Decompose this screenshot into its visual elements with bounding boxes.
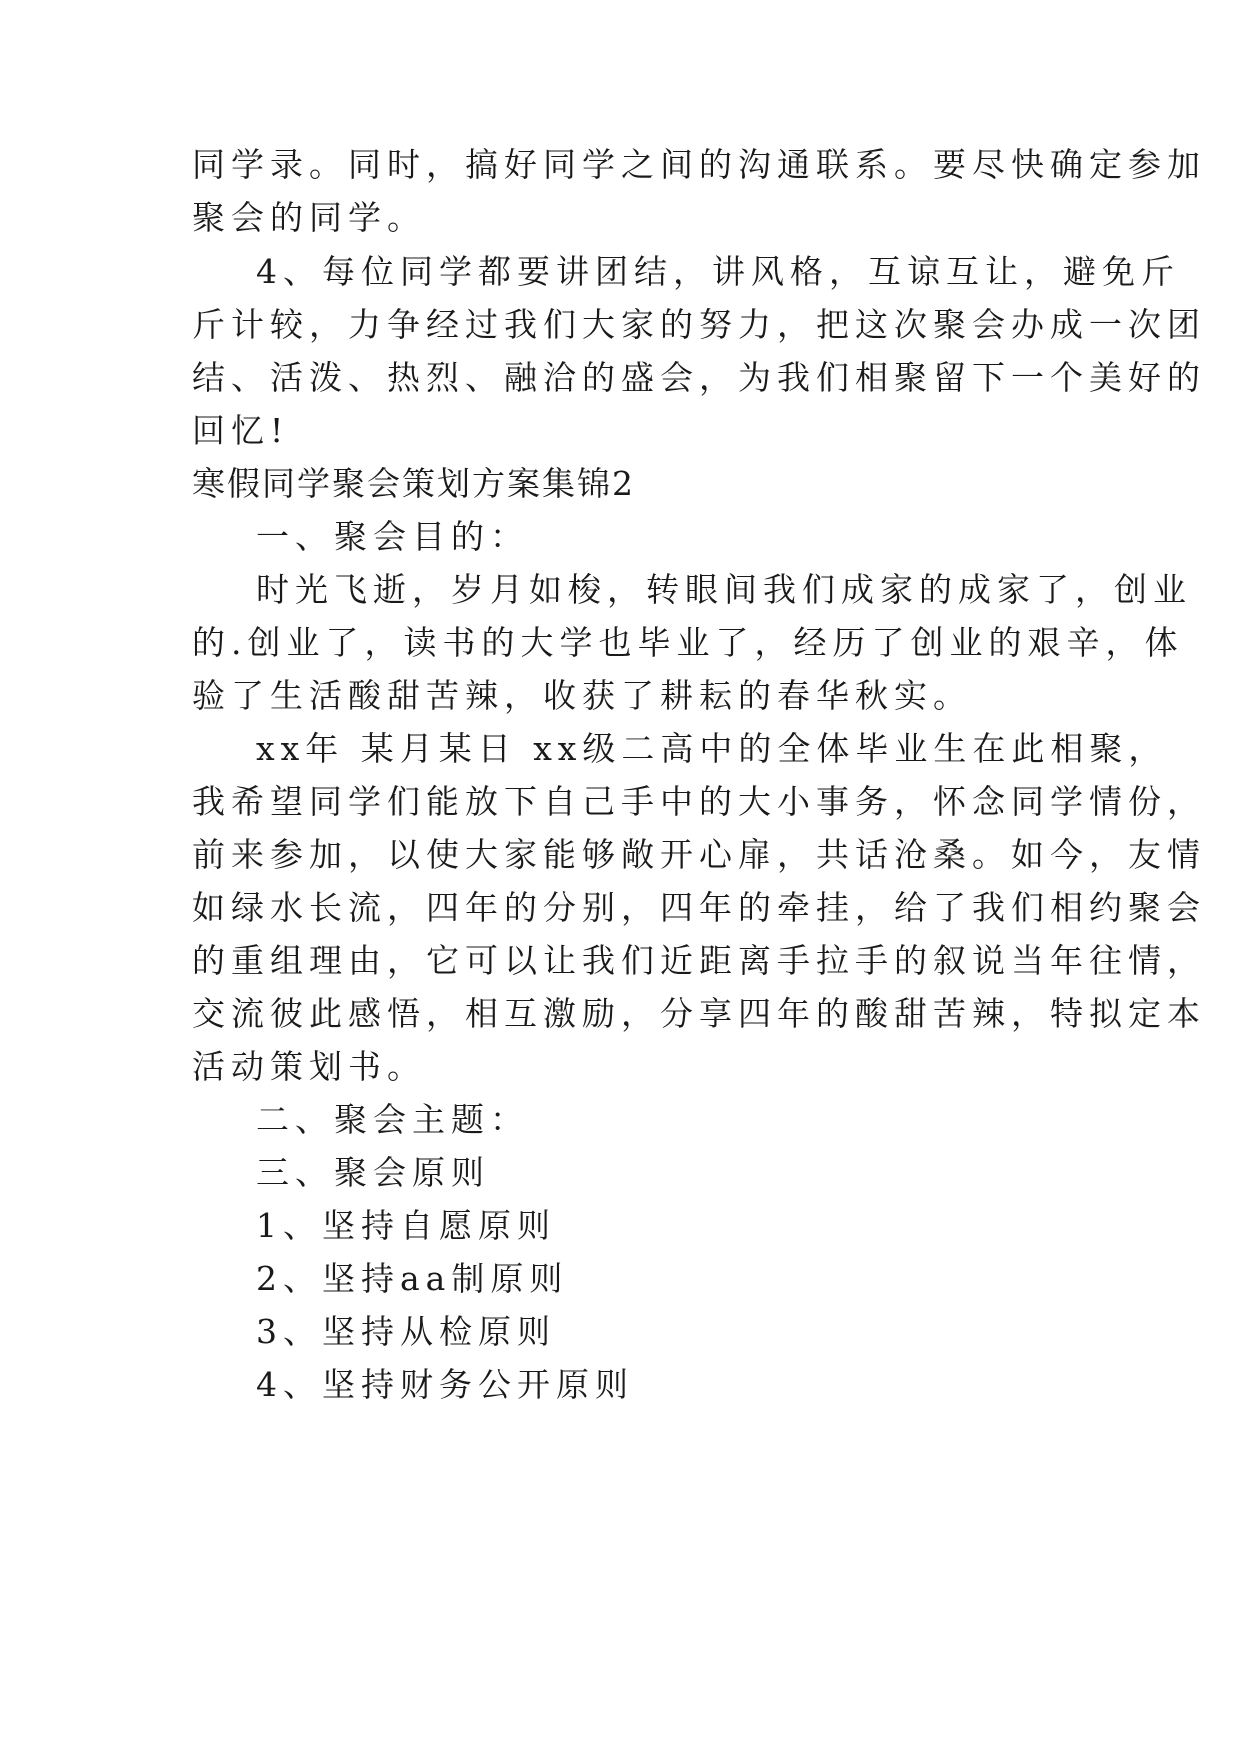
paragraph-line: 如绿水长流，四年的分别，四年的牵挂，给了我们相约聚会 [192,888,1206,927]
paragraph-line: 前来参加，以使大家能够敞开心扉，共话沧桑。如今，友情 [192,835,1206,874]
list-item: 3、坚持从检原则 [256,1312,556,1351]
paragraph-line: 活动策划书。 [192,1047,426,1086]
paragraph-line: 聚会的同学。 [192,198,426,237]
list-item: 4、坚持财务公开原则 [256,1365,634,1404]
paragraph-line: 时光飞逝，岁月如梭，转眼间我们成家的成家了，创业 [256,570,1192,609]
section-heading: 二、聚会主题： [256,1100,529,1139]
paragraph-line: 同学录。同时，搞好同学之间的沟通联系。要尽快确定参加 [192,145,1206,184]
section-heading: 三、聚会原则 [256,1153,490,1192]
paragraph-line: 的重组理由，它可以让我们近距离手拉手的叙说当年往情， [192,941,1206,980]
paragraph-line: xx年 某月某日 xx级二高中的全体毕业生在此相聚， [256,729,1168,768]
list-item: 1、坚持自愿原则 [256,1206,556,1245]
section-title: 寒假同学聚会策划方案集锦2 [192,464,635,503]
paragraph-line: 的.创业了，读书的大学也毕业了，经历了创业的艰辛，体 [192,623,1184,662]
paragraph-line: 验了生活酸甜苦辣，收获了耕耘的春华秋实。 [192,676,972,715]
paragraph-line: 回忆! [192,411,290,450]
paragraph-line: 斤计较，力争经过我们大家的努力，把这次聚会办成一次团 [192,305,1206,344]
paragraph-line: 4、每位同学都要讲团结，讲风格，互谅互让，避免斤 [256,252,1180,291]
paragraph-line: 我希望同学们能放下自己手中的大小事务，怀念同学情份， [192,782,1206,821]
section-heading: 一、聚会目的： [256,517,529,556]
paragraph-line: 交流彼此感悟，相互激励，分享四年的酸甜苦辣，特拟定本 [192,994,1206,1033]
list-item: 2、坚持aa制原则 [256,1259,569,1298]
paragraph-line: 结、活泼、热烈、融洽的盛会，为我们相聚留下一个美好的 [192,358,1206,397]
